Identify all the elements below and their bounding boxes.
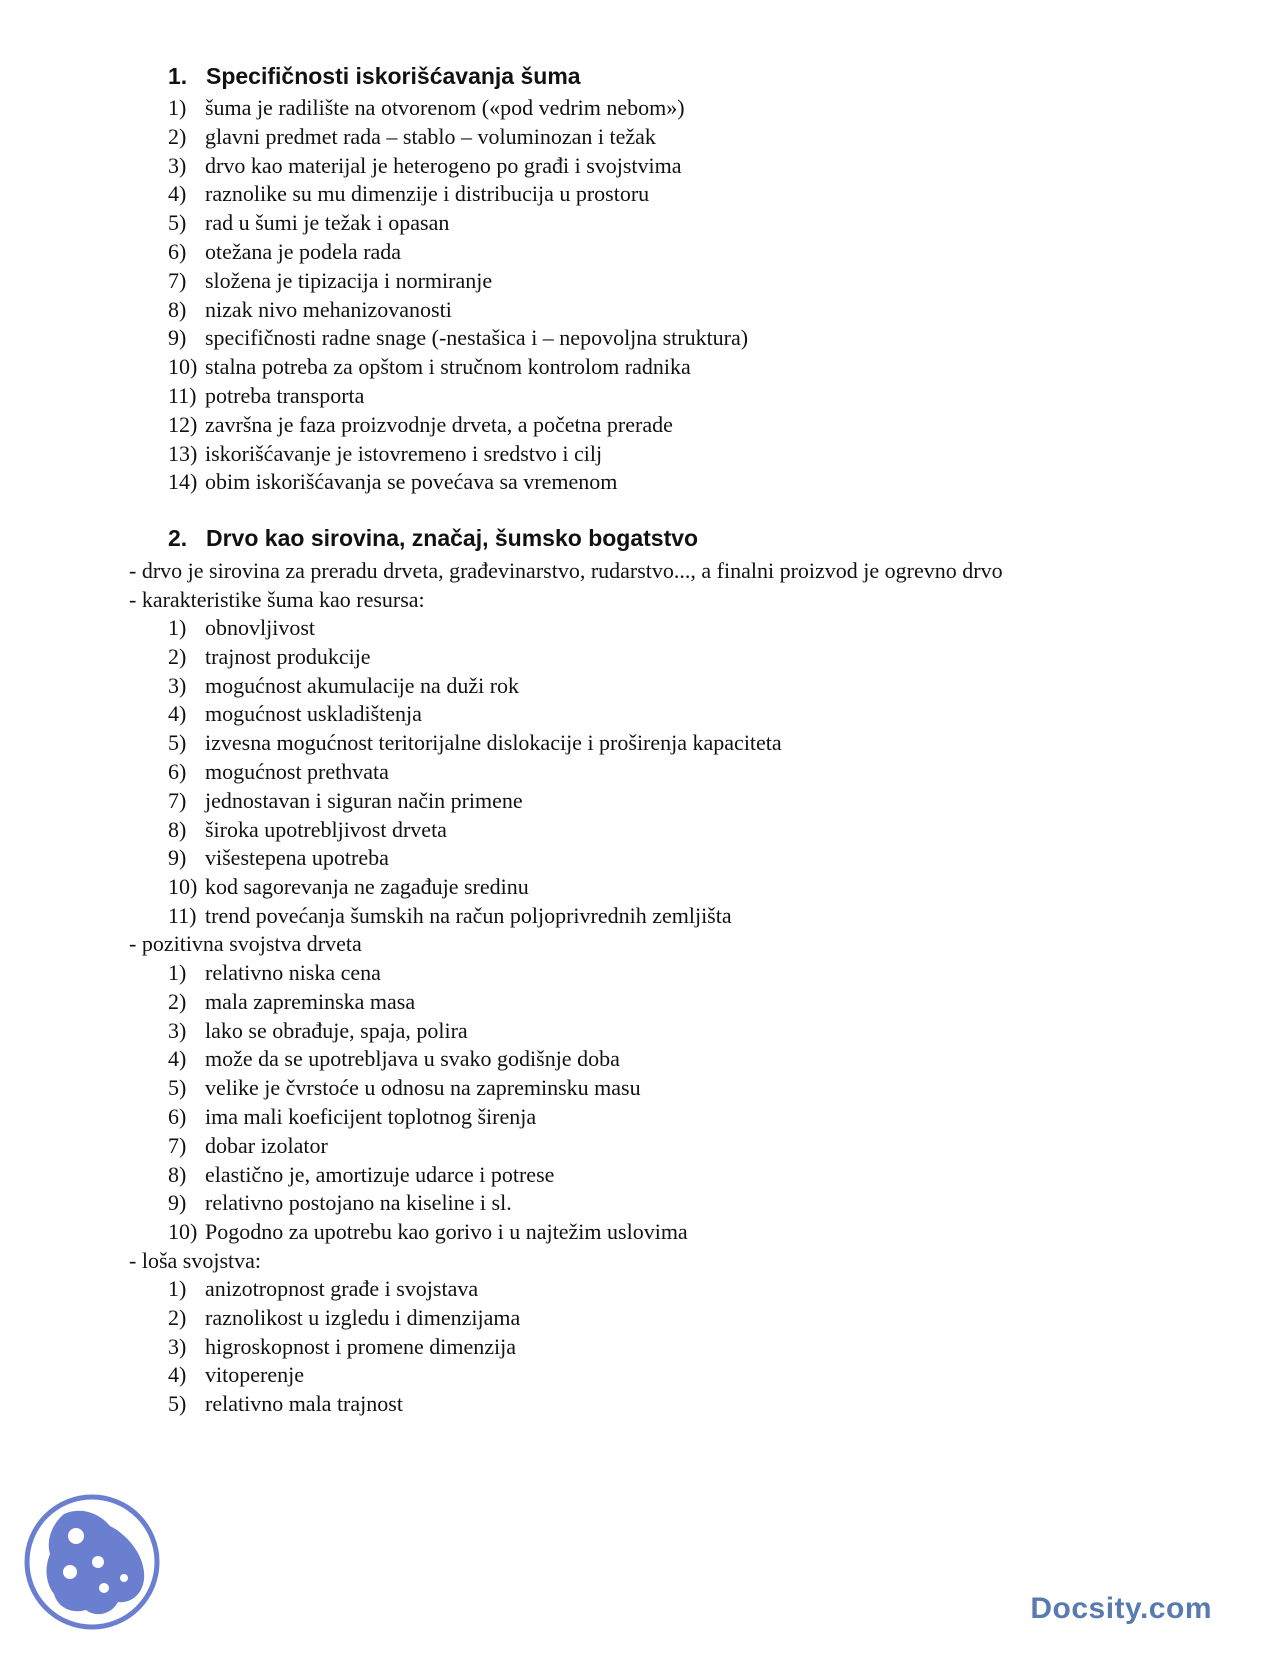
section-2-title: Drvo kao sirovina, značaj, šumsko bogatstvo [206, 525, 699, 551]
list-item-text: relativno postojano na kiseline i sl. [205, 1190, 512, 1216]
list-item-number: 1) [168, 960, 187, 985]
list-item [168, 1361, 520, 1390]
list-item-text: obim iskorišćavanja se povećava sa vremenom [205, 469, 618, 495]
list-item-text: iskorišćavanje je istovremeno i sredstvo i cilj [205, 440, 603, 466]
list-item-text: nizak nivo mehanizovanosti [205, 296, 452, 322]
list-item-text: elastično je, amortizuje udarce i potrese [205, 1161, 555, 1187]
list-item-number: 1) [168, 615, 187, 640]
list-item-number: 10) [168, 874, 198, 900]
list-item [168, 1275, 520, 1304]
list-item [168, 643, 782, 672]
list-item-text: trajnost produkcije [205, 643, 371, 669]
list-item-text: mogućnost uskladištenja [205, 701, 422, 727]
list-item-number: 4) [168, 181, 187, 207]
list-item [168, 729, 782, 758]
list-item-text: trend povećanja šumskih na račun poljoprivrednih zemljišta [205, 902, 732, 928]
list-item [168, 209, 748, 238]
list-item-number: 2) [168, 643, 187, 669]
docsity-logo-icon [22, 1492, 162, 1632]
list-item-text: raznolike su mu dimenzije i distribucija u prostoru [205, 181, 650, 207]
list-item-text: složena je tipizacija i normiranje [205, 267, 493, 293]
list-item-number: 1) [168, 95, 187, 120]
list-item-number: 9) [168, 1190, 187, 1216]
list-item-number: 10) [168, 354, 198, 380]
list-item-number: 7) [168, 787, 187, 813]
positive-label: - pozitivna svojstva drveta [129, 931, 362, 956]
list-item-text: mogućnost prethvata [205, 758, 389, 784]
list-item-number: 2) [168, 1304, 187, 1330]
list-item [168, 758, 782, 787]
section-1-list [168, 94, 748, 497]
list-item-number: 10) [168, 1219, 198, 1245]
list-item-number: 6) [168, 238, 187, 264]
list-item-text: kod sagorevanja ne zagađuje sredinu [205, 874, 529, 900]
list-item-number: 3) [168, 1017, 187, 1043]
list-item-number: 11) [168, 902, 197, 928]
list-item-number: 3) [168, 1333, 187, 1359]
list-item [168, 1218, 688, 1247]
list-item-number: 5) [168, 730, 187, 756]
list-item-number: 8) [168, 816, 187, 842]
list-item-number: 11) [168, 382, 197, 408]
list-item [168, 902, 782, 931]
list-item [168, 382, 748, 411]
list-item-number: 4) [168, 1362, 187, 1388]
positive-list [168, 959, 688, 1247]
section-1-heading [168, 62, 581, 90]
list-item [168, 700, 782, 729]
list-item-text: raznolikost u izgledu i dimenzijama [205, 1304, 521, 1330]
list-item-number: 3) [168, 672, 187, 698]
list-item [168, 787, 782, 816]
list-item-number: 8) [168, 296, 187, 322]
list-item-text: izvesna mogućnost teritorijalne dislokacije i proširenja kapaciteta [205, 730, 782, 756]
list-item-text: relativno mala trajnost [205, 1391, 403, 1417]
resources-list [168, 614, 782, 931]
list-item [168, 1189, 688, 1218]
negative-list [168, 1275, 520, 1419]
list-item [168, 267, 748, 296]
list-item [168, 324, 748, 353]
list-item-text: drvo kao materijal je heterogeno po građi i svojstvima [205, 152, 682, 178]
list-item [168, 296, 748, 325]
negative-label: - loša svojstva: [129, 1248, 261, 1273]
list-item-text: mala zapreminska masa [205, 988, 416, 1014]
list-item [168, 152, 748, 181]
docsity-brand[interactable]: Docsity.com [1030, 1592, 1212, 1625]
list-item [168, 1017, 688, 1046]
list-item [168, 468, 748, 497]
section-1-title: Specifičnosti iskorišćavanja šuma [206, 63, 581, 89]
list-item-text: široka upotrebljivost drveta [205, 816, 447, 842]
list-item-text: glavni predmet rada – stablo – voluminozan i težak [205, 123, 656, 149]
list-item [168, 411, 748, 440]
list-item [168, 1304, 520, 1333]
section-2-number: 2. [168, 525, 188, 551]
list-item-number: 7) [168, 267, 187, 293]
list-item [168, 816, 782, 845]
list-item [168, 988, 688, 1017]
list-item [168, 238, 748, 267]
list-item-text: Pogodno za upotrebu kao gorivo i u najtežim uslovima [205, 1219, 688, 1245]
list-item [168, 1161, 688, 1190]
list-item-number: 9) [168, 325, 187, 351]
list-item [168, 123, 748, 152]
list-item-number: 9) [168, 845, 187, 871]
resources-label: - karakteristike šuma kao resursa: [129, 587, 425, 612]
list-item [168, 1045, 688, 1074]
list-item [168, 1103, 688, 1132]
list-item [168, 614, 782, 643]
list-item-text: dobar izolator [205, 1132, 328, 1158]
list-item-text: višestepena upotreba [205, 845, 389, 871]
list-item-number: 5) [168, 210, 187, 236]
list-item-text: mogućnost akumulacije na duži rok [205, 672, 520, 698]
list-item-number: 14) [168, 469, 198, 495]
list-item-text: otežana je podela rada [205, 238, 402, 264]
list-item [168, 844, 782, 873]
list-item-number: 7) [168, 1132, 187, 1158]
list-item-text: velike je čvrstoće u odnosu na zapreminsku masu [205, 1075, 641, 1101]
list-item-number: 6) [168, 1103, 187, 1129]
list-item [168, 672, 782, 701]
list-item-number: 4) [168, 1046, 187, 1072]
section-1-number: 1. [168, 63, 188, 89]
list-item-number: 3) [168, 152, 187, 178]
list-item-number: 12) [168, 411, 198, 437]
list-item [168, 1390, 520, 1419]
list-item [168, 959, 688, 988]
list-item [168, 1333, 520, 1362]
list-item-text: jednostavan i siguran način primene [205, 787, 523, 813]
list-item-number: 2) [168, 123, 187, 149]
list-item-number: 2) [168, 988, 187, 1014]
list-item [168, 353, 748, 382]
list-item-text: završna je faza proizvodnje drveta, a početna prerade [205, 411, 673, 437]
list-item-text: šuma je radilište na otvorenom («pod vedrim nebom») [205, 95, 685, 120]
list-item-number: 1) [168, 1276, 187, 1301]
list-item-number: 5) [168, 1075, 187, 1101]
list-item-number: 5) [168, 1391, 187, 1417]
list-item-number: 8) [168, 1161, 187, 1187]
list-item [168, 1074, 688, 1103]
section-2-intro: - drvo je sirovina za preradu drveta, građevinarstvo, rudarstvo..., a finalni proizvod je ogrevno drvo [129, 558, 1003, 583]
list-item-text: može da se upotrebljava u svako godišnje doba [205, 1046, 620, 1072]
list-item [168, 873, 782, 902]
list-item-text: stalna potreba za opštom i stručnom kontrolom radnika [205, 354, 691, 380]
list-item-text: obnovljivost [205, 615, 316, 640]
list-item-text: ima mali koeficijent toplotnog širenja [205, 1103, 537, 1129]
list-item-text: vitoperenje [205, 1362, 304, 1388]
list-item [168, 180, 748, 209]
list-item-text: lako se obrađuje, spaja, polira [205, 1017, 468, 1043]
list-item-text: potreba transporta [205, 382, 365, 408]
list-item [168, 94, 748, 123]
list-item-number: 6) [168, 758, 187, 784]
list-item-text: higroskopnost i promene dimenzija [205, 1333, 516, 1359]
list-item-text: rad u šumi je težak i opasan [205, 210, 450, 236]
section-2-heading [168, 524, 698, 552]
list-item [168, 1132, 688, 1161]
list-item-text: anizotropnost građe i svojstava [205, 1276, 479, 1301]
list-item [168, 440, 748, 469]
list-item-number: 13) [168, 440, 198, 466]
list-item-number: 4) [168, 701, 187, 727]
list-item-text: relativno niska cena [205, 960, 381, 985]
list-item-text: specifičnosti radne snage (-nestašica i – nepovoljna struktura) [205, 325, 749, 351]
